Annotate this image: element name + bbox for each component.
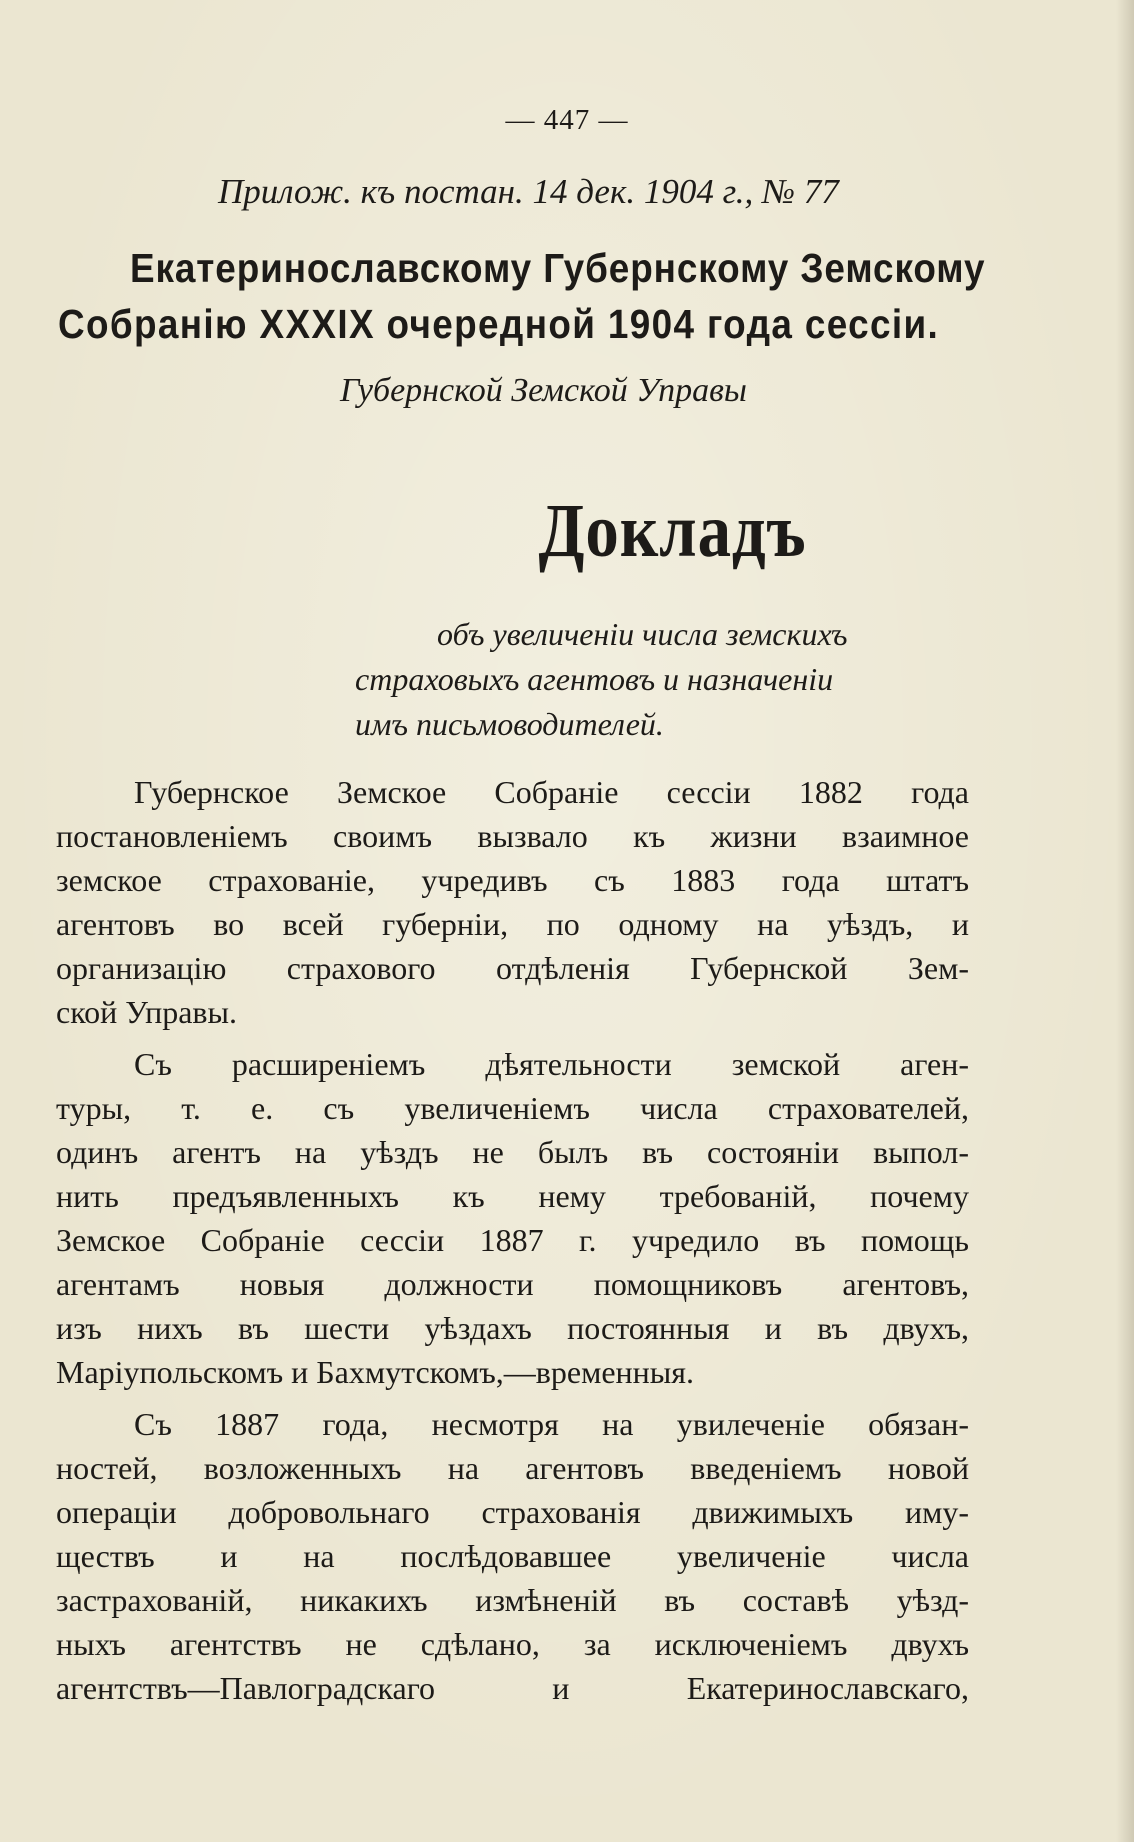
paragraph: [56, 1402, 969, 1710]
text-line: организацію страхового отдѣленія Губернской Зем-: [56, 950, 969, 986]
subject-line: страховыхъ агентовъ и назначеніи: [355, 661, 834, 697]
subject-block: [355, 612, 975, 747]
text-line: агентамъ новыя должности помощниковъ агентовъ,: [56, 1266, 969, 1302]
addressee-heading: [58, 240, 986, 352]
body-text: [56, 770, 969, 1718]
text-line: ской Управы.: [56, 994, 238, 1030]
text-line: постановленіемъ своимъ вызвало къ жизни взаимное: [56, 818, 969, 854]
issuer-line: Губернской Земской Управы: [340, 372, 747, 409]
text-line: застрахованій, никакихъ измѣненій въ составѣ уѣзд-: [56, 1582, 969, 1618]
text-line: Съ 1887 года, несмотря на увилеченіе обязан-: [134, 1406, 969, 1442]
text-line: Губернское Земское Собраніе сессіи 1882 года: [134, 774, 969, 810]
document-title: Докладъ: [538, 489, 806, 573]
text-line: Маріупольскомъ и Бахмутскомъ,—временныя.: [56, 1354, 694, 1390]
page-edge-shadow: [1116, 0, 1134, 1842]
subject-line: имъ письмоводителей.: [355, 706, 664, 742]
paragraph: [56, 1042, 969, 1394]
addressee-line: Екатеринославскому Губернскому Земскому: [130, 245, 986, 291]
text-line: ностей, возложенныхъ на агентовъ введеніемъ новой: [56, 1450, 969, 1486]
text-line: ныхъ агентствъ не сдѣлано, за исключеніемъ двухъ: [56, 1626, 969, 1662]
text-line: изъ нихъ въ шести уѣздахъ постоянныя и въ двухъ,: [56, 1310, 969, 1346]
appendix-note: Прилож. къ постан. 14 дек. 1904 г., № 77: [218, 172, 839, 211]
page-number: — 447 —: [505, 104, 629, 136]
text-line: Земское Собраніе сессіи 1887 г. учредило въ помощь: [56, 1222, 969, 1258]
text-line: туры, т. е. съ увеличеніемъ числа страхователей,: [56, 1090, 969, 1126]
subject-line: объ увеличеніи числа земскихъ: [437, 616, 848, 652]
text-line: операціи добровольнаго страхованія движимыхъ иму-: [56, 1494, 969, 1530]
text-line: агентовъ во всей губерніи, по одному на уѣздъ, и: [56, 906, 969, 942]
addressee-line: Собранію XXXIX очередной 1904 года сессіи.: [58, 301, 940, 347]
text-line: Съ расширеніемъ дѣятельности земской аген-: [134, 1046, 969, 1082]
text-line: земское страхованіе, учредивъ съ 1883 года штатъ: [56, 862, 969, 898]
text-line: агентствъ—Павлоградскаго и Екатеринославскаго,: [56, 1670, 969, 1706]
text-line: ществъ и на послѣдовавшее увеличеніе числа: [56, 1538, 969, 1574]
document-title-wrapper: [0, 488, 1134, 575]
paragraph: [56, 770, 969, 1034]
text-line: одинъ агентъ на уѣздъ не былъ въ состояніи выпол-: [56, 1134, 969, 1170]
text-line: нить предъявленныхъ къ нему требованій, почему: [56, 1178, 969, 1214]
